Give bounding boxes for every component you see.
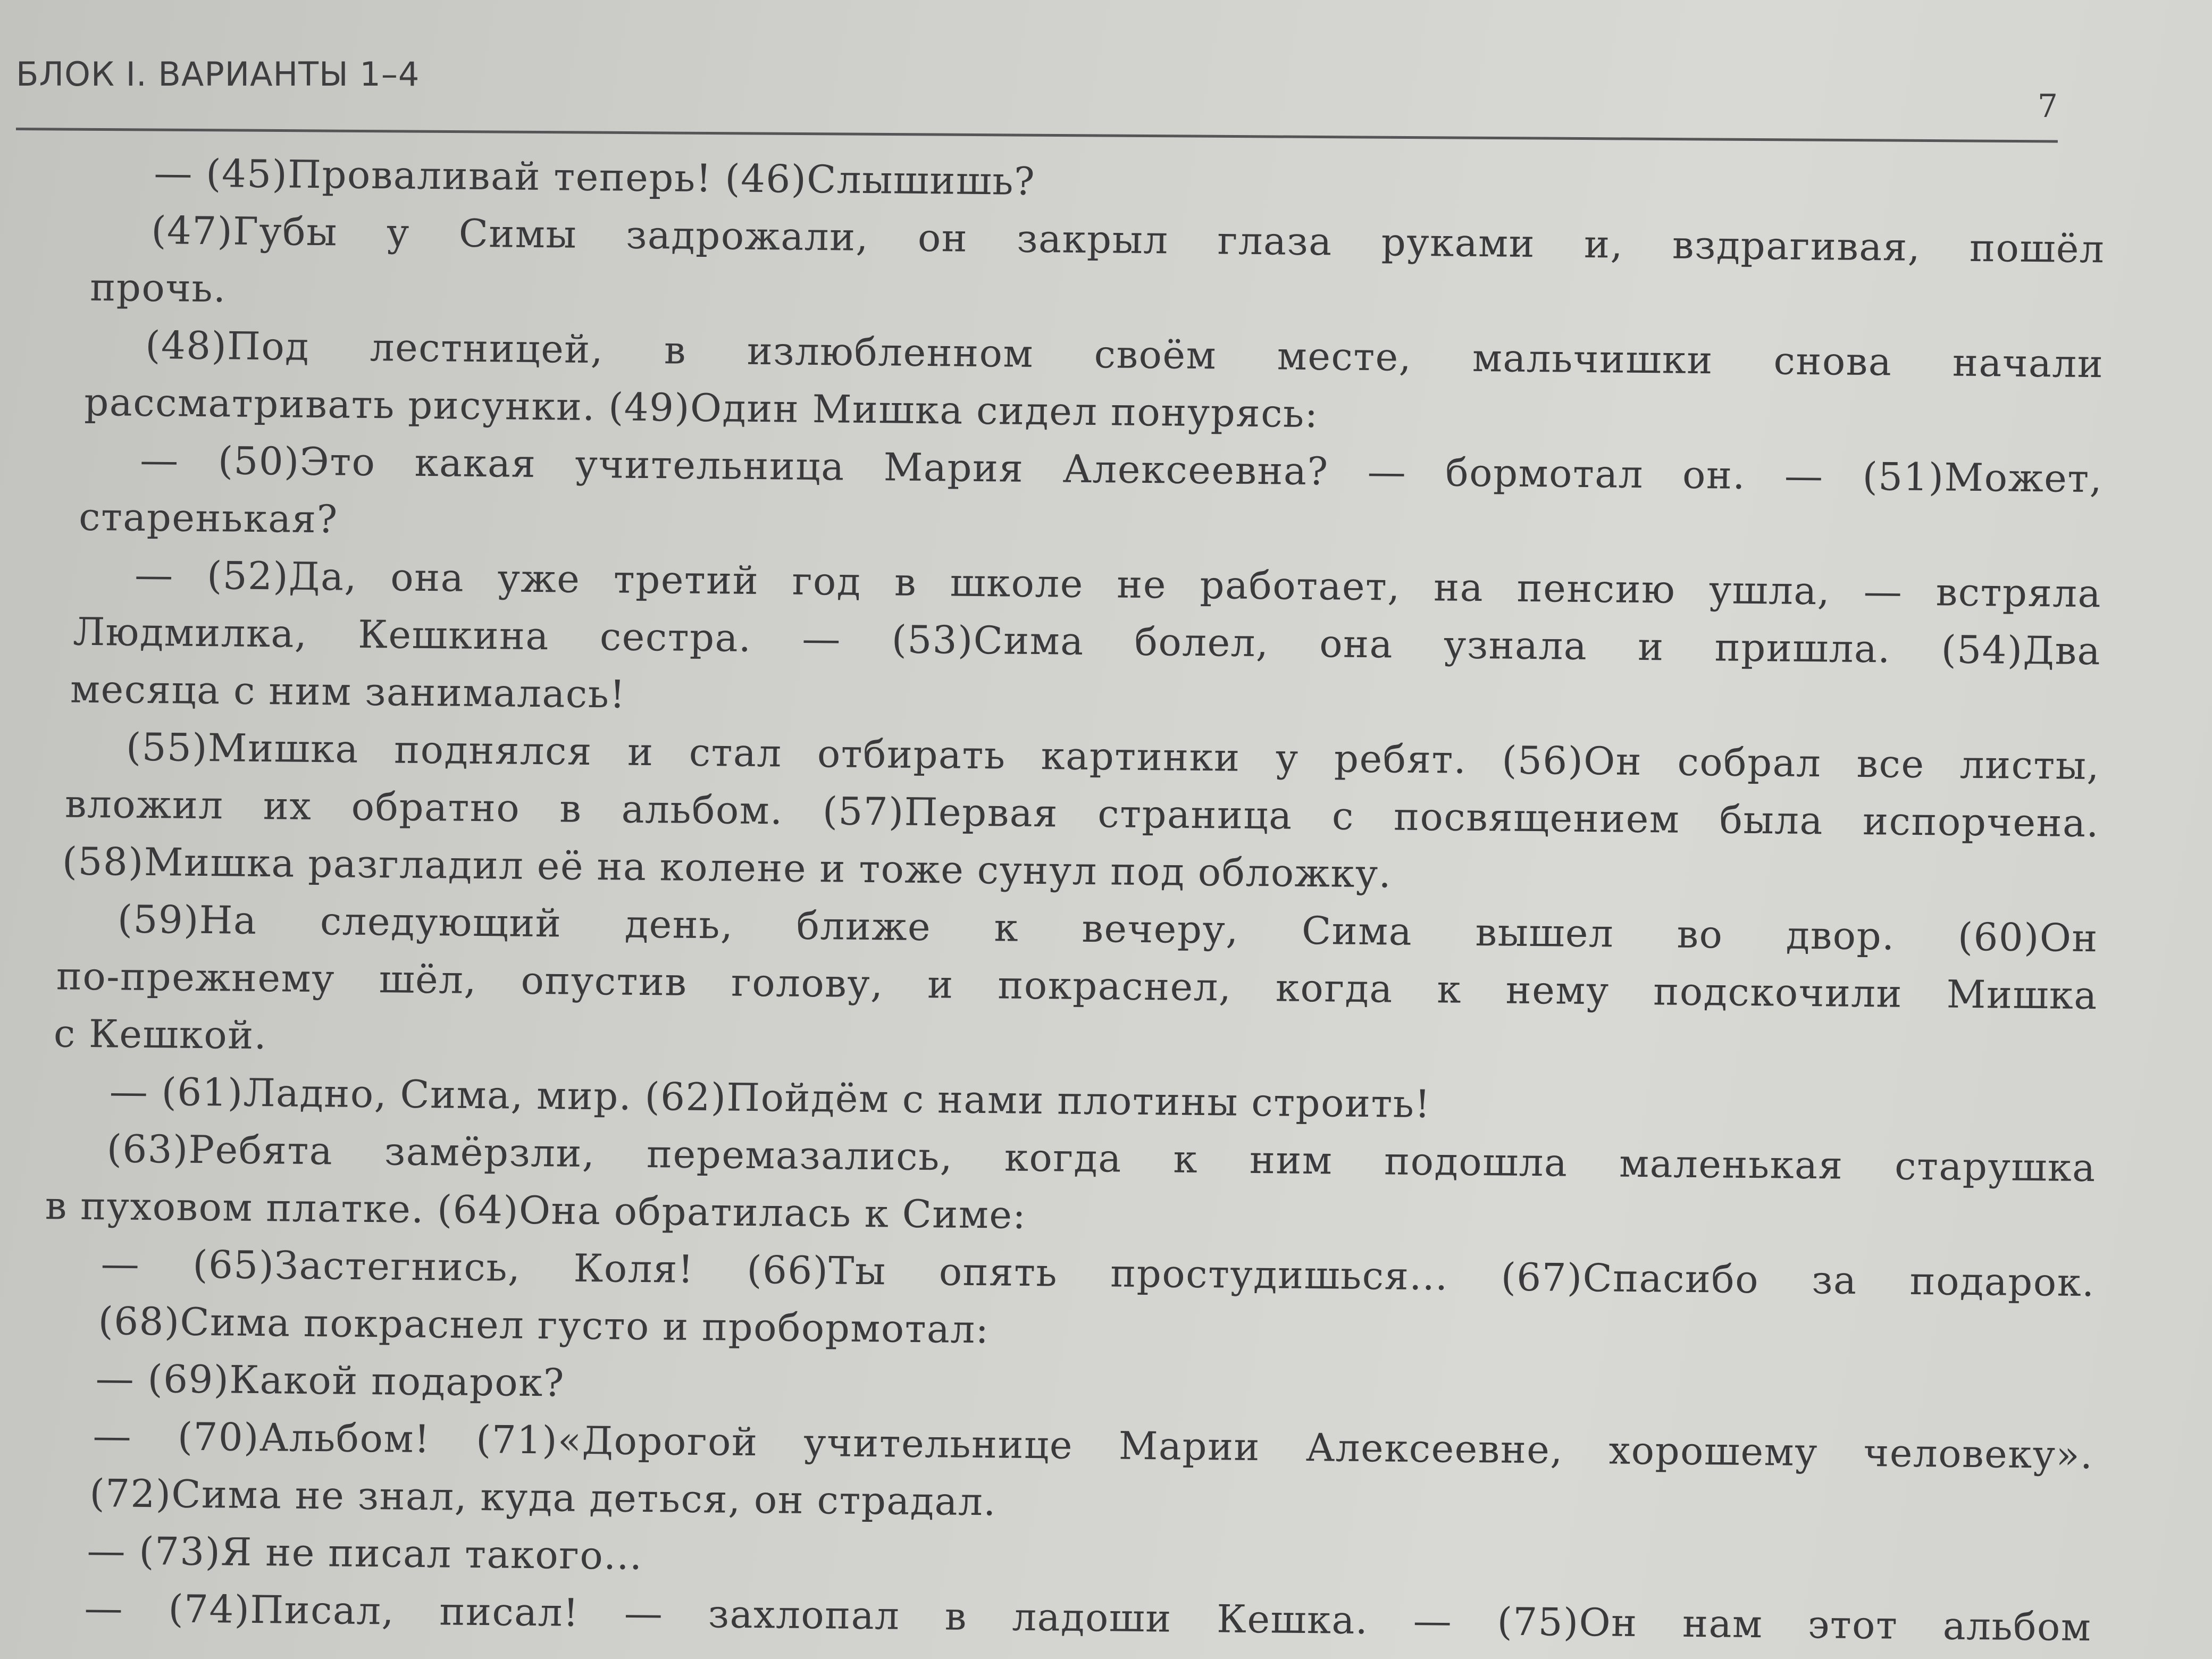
text-line: по-прежнему шёл, опустив голову, и покраснел, когда к нему подскочили Мишка xyxy=(56,953,2098,1018)
page-number: 7 xyxy=(2037,88,2058,125)
text-line: (55)Мишка поднялся и стал отбирать картинки у ребят. (56)Он собрал все листы, xyxy=(125,724,2100,789)
text-line: — (69)Какой подарок? xyxy=(95,1356,565,1405)
text-line: (63)Ребята замёрзли, перемазались, когда к ним подошла маленькая старушка xyxy=(106,1126,2097,1191)
text-line: — (65)Застегнись, Коля! (66)Ты опять простудишься... (67)Спасибо за подарок. xyxy=(100,1241,2096,1305)
text-line: — (70)Альбом! (71)«Дорогой учительнице Марии Алексеевне, хорошему человеку». xyxy=(93,1413,2093,1478)
page-header xyxy=(16,51,2058,136)
text-line: месяца с ним занималась! xyxy=(70,666,626,717)
text-line: (48)Под лестницей, в излюбленном своём месте, мальчишки снова начали xyxy=(145,322,2104,387)
text-line: (59)На следующий день, ближе к вечеру, Сима вышел во двор. (60)Он xyxy=(117,896,2099,961)
text-line: (68)Сима покраснел густо и пробормотал: xyxy=(98,1298,990,1352)
text-line: — (50)Это какая учительница Мария Алексеевна? — бормотал он. — (51)Может, xyxy=(139,437,2103,501)
text-line: — (52)Да, она уже третий год в школе не работает, на пенсию ушла, — встряла xyxy=(134,552,2102,616)
text-line: (47)Губы у Симы задрожали, он закрыл глаза руками и, вздрагивая, пошёл xyxy=(151,208,2105,272)
text-line: — (74)Писал, писал! — захлопал в ладоши Кешка. — (75)Он нам этот альбом xyxy=(84,1585,2092,1650)
text-line: Людмилка, Кешкина сестра. — (53)Сима болел, она узнала и пришла. (54)Два xyxy=(72,609,2101,674)
text-line: в пуховом платке. (64)Она обратилась к Симе: xyxy=(45,1183,1027,1237)
story-text xyxy=(45,144,2106,1656)
section-title: БЛОК I. ВАРИАНТЫ 1–4 xyxy=(16,55,420,94)
text-line: с Кешкой. xyxy=(53,1011,267,1058)
text-line: рассматривать рисунки. (49)Один Мишка сидел понурясь: xyxy=(83,379,1319,437)
text-line: старенькая? xyxy=(78,494,339,542)
text-line: (72)Сима не знал, куда деться, он страдал. xyxy=(89,1471,997,1524)
text-line: — (45)Проваливай теперь! (46)Слышишь? xyxy=(154,150,1036,204)
text-line: вложил их обратно в альбом. (57)Первая страница с посвящением была испорчена. xyxy=(64,781,2100,846)
text-line: (58)Мишка разгладил её на колене и тоже сунул под обложку. xyxy=(62,839,1392,896)
text-line: прочь. xyxy=(90,264,227,311)
text-line: — (61)Ладно, Сима, мир. (62)Пойдём с нами плотины строить! xyxy=(109,1069,1431,1127)
text-line: — (73)Я не писал такого... xyxy=(87,1528,643,1578)
header-divider xyxy=(16,128,2058,143)
